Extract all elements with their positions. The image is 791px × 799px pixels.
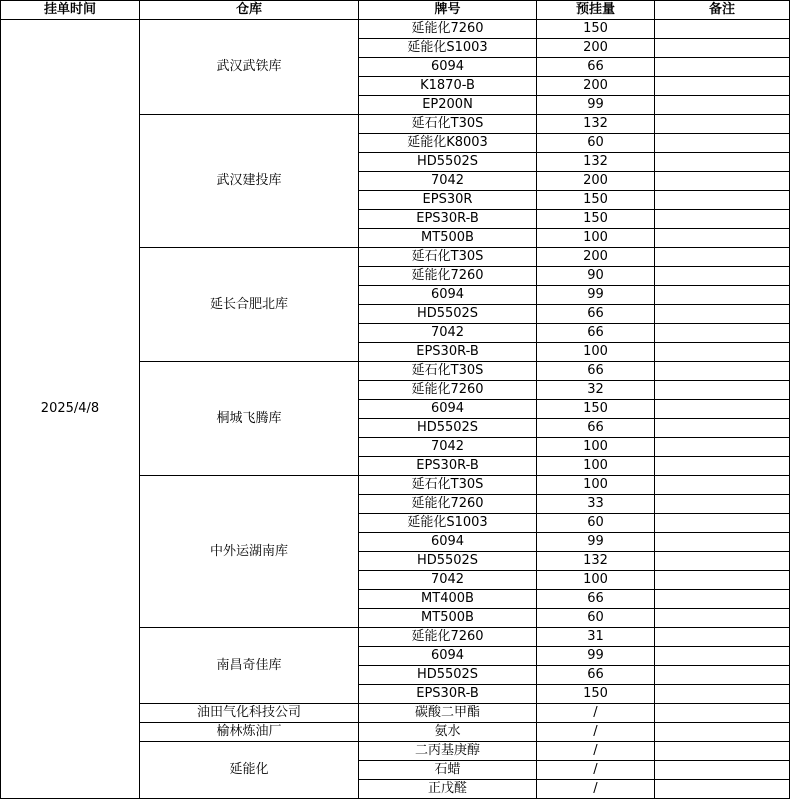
qty-cell: 31 xyxy=(537,628,655,647)
qty-cell: 66 xyxy=(537,590,655,609)
note-cell xyxy=(655,590,790,609)
note-cell xyxy=(655,609,790,628)
qty-cell: 33 xyxy=(537,495,655,514)
note-cell xyxy=(655,628,790,647)
qty-cell: 100 xyxy=(537,229,655,248)
qty-cell: 132 xyxy=(537,552,655,571)
grade-cell: EPS30R-B xyxy=(359,457,537,476)
grade-cell: 氨水 xyxy=(359,723,537,742)
note-cell xyxy=(655,362,790,381)
grade-cell: 石蜡 xyxy=(359,761,537,780)
qty-cell: 150 xyxy=(537,210,655,229)
note-cell xyxy=(655,419,790,438)
qty-cell: / xyxy=(537,761,655,780)
note-cell xyxy=(655,571,790,590)
grade-cell: 延石化T30S xyxy=(359,248,537,267)
header-warehouse: 仓库 xyxy=(140,1,359,20)
grade-cell: 延石化T30S xyxy=(359,362,537,381)
grade-cell: EP200N xyxy=(359,96,537,115)
grade-cell: 6094 xyxy=(359,286,537,305)
note-cell xyxy=(655,552,790,571)
note-cell xyxy=(655,191,790,210)
table-body xyxy=(1,20,790,799)
qty-cell: / xyxy=(537,780,655,799)
qty-cell: 99 xyxy=(537,533,655,552)
qty-cell: 60 xyxy=(537,609,655,628)
note-cell xyxy=(655,457,790,476)
note-cell xyxy=(655,514,790,533)
grade-cell: 7042 xyxy=(359,571,537,590)
note-cell xyxy=(655,666,790,685)
warehouse-cell: 延长合肥北库 xyxy=(140,248,359,362)
note-cell xyxy=(655,172,790,191)
header-note: 备注 xyxy=(655,1,790,20)
grade-cell: 正戊醛 xyxy=(359,780,537,799)
qty-cell: 132 xyxy=(537,153,655,172)
grade-cell: 延能化7260 xyxy=(359,628,537,647)
qty-cell: 60 xyxy=(537,134,655,153)
note-cell xyxy=(655,324,790,343)
table-row xyxy=(1,20,790,39)
qty-cell: 99 xyxy=(537,96,655,115)
warehouse-cell: 中外运湖南库 xyxy=(140,476,359,628)
grade-cell: HD5502S xyxy=(359,419,537,438)
grade-cell: 7042 xyxy=(359,172,537,191)
note-cell xyxy=(655,153,790,172)
note-cell xyxy=(655,77,790,96)
grade-cell: HD5502S xyxy=(359,666,537,685)
qty-cell: 150 xyxy=(537,685,655,704)
qty-cell: 66 xyxy=(537,58,655,77)
grade-cell: EPS30R-B xyxy=(359,343,537,362)
grade-cell: HD5502S xyxy=(359,552,537,571)
note-cell xyxy=(655,343,790,362)
note-cell xyxy=(655,39,790,58)
grade-cell: 6094 xyxy=(359,400,537,419)
note-cell xyxy=(655,58,790,77)
header-grade: 牌号 xyxy=(359,1,537,20)
note-cell xyxy=(655,685,790,704)
qty-cell: 200 xyxy=(537,77,655,96)
note-cell xyxy=(655,533,790,552)
grade-cell: 延能化K8003 xyxy=(359,134,537,153)
header-row xyxy=(1,1,790,20)
grade-cell: EPS30R xyxy=(359,191,537,210)
grade-cell: HD5502S xyxy=(359,153,537,172)
grade-cell: MT500B xyxy=(359,229,537,248)
note-cell xyxy=(655,229,790,248)
qty-cell: 99 xyxy=(537,286,655,305)
grade-cell: 延能化S1003 xyxy=(359,514,537,533)
qty-cell: 66 xyxy=(537,362,655,381)
date-cell: 2025/4/8 xyxy=(1,20,140,799)
grade-cell: 延能化7260 xyxy=(359,20,537,39)
note-cell xyxy=(655,286,790,305)
note-cell xyxy=(655,96,790,115)
note-cell xyxy=(655,761,790,780)
grade-cell: 6094 xyxy=(359,647,537,666)
qty-cell: 66 xyxy=(537,324,655,343)
warehouse-cell: 榆林炼油厂 xyxy=(140,723,359,742)
header-qty: 预挂量 xyxy=(537,1,655,20)
qty-cell: 200 xyxy=(537,39,655,58)
qty-cell: 150 xyxy=(537,20,655,39)
qty-cell: 66 xyxy=(537,305,655,324)
grade-cell: HD5502S xyxy=(359,305,537,324)
qty-cell: / xyxy=(537,723,655,742)
grade-cell: 6094 xyxy=(359,58,537,77)
note-cell xyxy=(655,20,790,39)
grade-cell: 6094 xyxy=(359,533,537,552)
grade-cell: EPS30R-B xyxy=(359,210,537,229)
qty-cell: 90 xyxy=(537,267,655,286)
grade-cell: 延石化T30S xyxy=(359,115,537,134)
qty-cell: / xyxy=(537,742,655,761)
warehouse-cell: 油田气化科技公司 xyxy=(140,704,359,723)
note-cell xyxy=(655,267,790,286)
note-cell xyxy=(655,476,790,495)
note-cell xyxy=(655,780,790,799)
warehouse-cell: 南昌奇佳库 xyxy=(140,628,359,704)
note-cell xyxy=(655,647,790,666)
grade-cell: 二丙基庚醇 xyxy=(359,742,537,761)
warehouse-cell: 桐城飞腾库 xyxy=(140,362,359,476)
header-date: 挂单时间 xyxy=(1,1,140,20)
note-cell xyxy=(655,495,790,514)
grade-cell: 7042 xyxy=(359,438,537,457)
grade-cell: 碳酸二甲酯 xyxy=(359,704,537,723)
note-cell xyxy=(655,210,790,229)
qty-cell: 150 xyxy=(537,191,655,210)
note-cell xyxy=(655,248,790,267)
qty-cell: 100 xyxy=(537,476,655,495)
qty-cell: 99 xyxy=(537,647,655,666)
warehouse-cell: 延能化 xyxy=(140,742,359,799)
qty-cell: 132 xyxy=(537,115,655,134)
grade-cell: MT400B xyxy=(359,590,537,609)
warehouse-cell: 武汉建投库 xyxy=(140,115,359,248)
qty-cell: 100 xyxy=(537,571,655,590)
qty-cell: 150 xyxy=(537,400,655,419)
qty-cell: 66 xyxy=(537,419,655,438)
grade-cell: K1870-B xyxy=(359,77,537,96)
note-cell xyxy=(655,742,790,761)
grade-cell: 延能化7260 xyxy=(359,495,537,514)
grade-cell: 延石化T30S xyxy=(359,476,537,495)
qty-cell: 32 xyxy=(537,381,655,400)
qty-cell: 60 xyxy=(537,514,655,533)
grade-cell: MT500B xyxy=(359,609,537,628)
qty-cell: 66 xyxy=(537,666,655,685)
warehouse-cell: 武汉武铁库 xyxy=(140,20,359,115)
note-cell xyxy=(655,400,790,419)
grade-cell: 延能化7260 xyxy=(359,267,537,286)
note-cell xyxy=(655,723,790,742)
note-cell xyxy=(655,305,790,324)
qty-cell: / xyxy=(537,704,655,723)
qty-cell: 100 xyxy=(537,343,655,362)
grade-cell: 7042 xyxy=(359,324,537,343)
qty-cell: 100 xyxy=(537,457,655,476)
note-cell xyxy=(655,115,790,134)
qty-cell: 100 xyxy=(537,438,655,457)
grade-cell: 延能化7260 xyxy=(359,381,537,400)
grade-cell: EPS30R-B xyxy=(359,685,537,704)
note-cell xyxy=(655,381,790,400)
note-cell xyxy=(655,134,790,153)
qty-cell: 200 xyxy=(537,172,655,191)
grade-cell: 延能化S1003 xyxy=(359,39,537,58)
note-cell xyxy=(655,438,790,457)
qty-cell: 200 xyxy=(537,248,655,267)
note-cell xyxy=(655,704,790,723)
